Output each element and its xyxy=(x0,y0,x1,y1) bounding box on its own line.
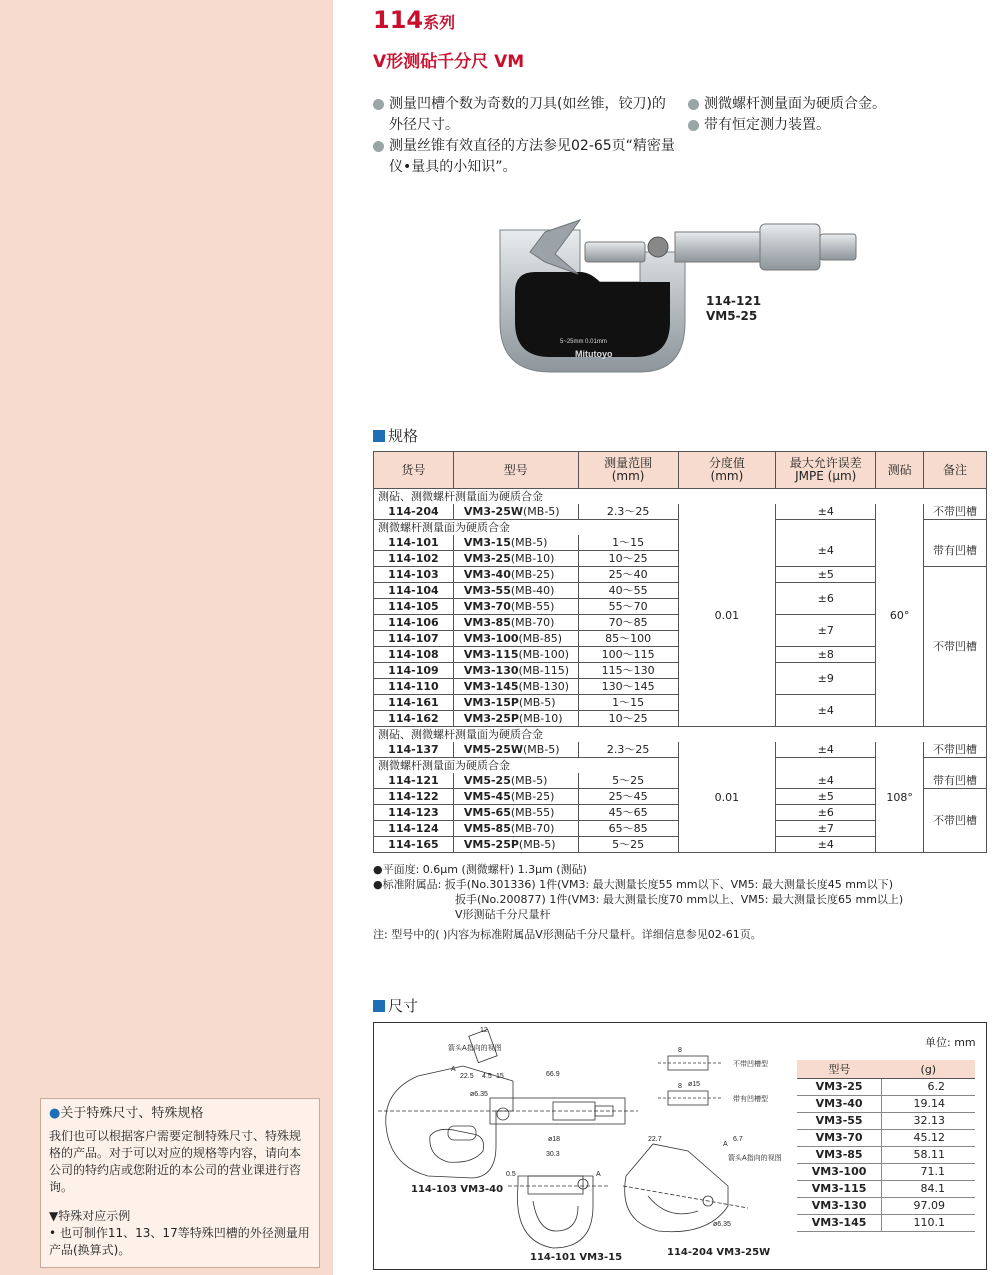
table-cell: VM5-25P(MB-5) xyxy=(453,837,578,853)
table-header xyxy=(797,1060,975,1079)
table-cell: 71.1 xyxy=(882,1164,975,1181)
table-cell: 2.3～25 xyxy=(578,742,678,758)
spec-table xyxy=(373,451,987,853)
table-cell: 114-103 xyxy=(374,567,454,583)
table-cell: 114-137 xyxy=(374,742,454,758)
micrometer-photo xyxy=(490,212,870,382)
table-cell: VM5-25W(MB-5) xyxy=(453,742,578,758)
feature-item: 测微螺杆测量面为硬质合金。 xyxy=(688,94,978,115)
square-icon xyxy=(373,430,385,442)
table-cell: VM3-70(MB-55) xyxy=(453,599,578,615)
table-cell: 130～145 xyxy=(578,679,678,695)
table-cell: 测微螺杆测量面为硬质合金 xyxy=(374,520,679,536)
table-cell: 测微螺杆测量面为硬质合金 xyxy=(374,758,679,774)
drawing-caption: 114-103 VM3-40 xyxy=(411,1184,504,1195)
table-row xyxy=(374,504,987,520)
table-cell: 0.01 xyxy=(678,742,776,853)
series-title: 114系列 xyxy=(373,6,456,34)
table-cell: ±5 xyxy=(776,789,876,805)
table-cell: 114-124 xyxy=(374,821,454,837)
table-cell: 不带凹槽 xyxy=(924,789,987,853)
drawing-label: 8 xyxy=(678,1083,682,1090)
table-cell: 97.09 xyxy=(882,1198,975,1215)
page-subtitle: V形测砧千分尺 VM xyxy=(373,52,525,72)
table-cell: 58.11 xyxy=(882,1147,975,1164)
table-cell xyxy=(924,520,987,536)
table-cell: 10～25 xyxy=(578,551,678,567)
table-row xyxy=(797,1130,975,1147)
spec-notes: ●平面度: 0.6µm (测微螺杆) 1.3µm (测砧) ●标准附属品: 扳手(No.301336) 1件(VM3: 最大测量长度55 mm以下、VM5: 最大测量长度45 mm以下) 扳手(No.200877) 1件(VM3: 最大测量长度70 mm以上、VM5: 最大测量长度65 mm以上) V形测砧千分尺量杆 注: 型号中的( )内容为标准附属品V形测砧千分尺量杆。详细信息参见02-61页。 xyxy=(373,863,904,941)
table-cell: ±5 xyxy=(776,567,876,583)
drawing-caption: 114-204 VM3-25W xyxy=(667,1247,771,1258)
unit-label: 单位: mm xyxy=(925,1036,976,1049)
table-cell: 10～25 xyxy=(578,711,678,727)
table-cell: VM3-145(MB-130) xyxy=(453,679,578,695)
drawing-label: ø18 xyxy=(548,1136,561,1143)
table-cell: ±6 xyxy=(776,805,876,821)
table-cell: ±4 xyxy=(776,837,876,853)
table-cell: 不带凹槽 xyxy=(924,742,987,758)
table-cell: 型号 xyxy=(453,452,578,489)
table-cell: 114-123 xyxy=(374,805,454,821)
drawing-label: ø6.35 xyxy=(713,1221,731,1228)
drawing-label: 0.5 xyxy=(506,1171,516,1178)
table-cell xyxy=(876,489,924,505)
special-size-box xyxy=(40,1098,320,1268)
drawing-label: A xyxy=(723,1141,728,1148)
table-cell: 45～65 xyxy=(578,805,678,821)
table-cell: 测砧、测微螺杆测量面为硬质合金 xyxy=(374,489,679,505)
table-cell: 115～130 xyxy=(578,663,678,679)
table-cell: 114-101 xyxy=(374,535,454,551)
table-cell: VM5-85(MB-70) xyxy=(453,821,578,837)
table-cell: 带有凹槽 xyxy=(924,535,987,567)
table-cell: ±4 xyxy=(776,535,876,567)
table-cell: VM3-145 xyxy=(797,1215,882,1232)
table-cell: ±4 xyxy=(776,742,876,758)
table-cell: 1～15 xyxy=(578,695,678,711)
table-cell xyxy=(776,489,876,505)
drawing-label: 4.5 xyxy=(482,1073,492,1080)
table-cell: ±7 xyxy=(776,615,876,647)
table-cell: 114-107 xyxy=(374,631,454,647)
table-cell: VM3-100(MB-85) xyxy=(453,631,578,647)
drawing-label: 8 xyxy=(678,1047,682,1054)
table-cell: 不带凹槽 xyxy=(924,567,987,727)
drawing-label: 22.5 xyxy=(460,1073,474,1080)
table-cell: 5～25 xyxy=(578,837,678,853)
table-cell xyxy=(924,727,987,743)
table-cell: 65～85 xyxy=(578,821,678,837)
table-cell: 114-104 xyxy=(374,583,454,599)
drawing-label: ø6.35 xyxy=(470,1091,488,1098)
table-cell xyxy=(678,727,776,743)
drawing-label: 带有凹槽型 xyxy=(733,1096,768,1103)
table-row xyxy=(797,1198,975,1215)
table-cell: 110.1 xyxy=(882,1215,975,1232)
spec-section-title: 规格 xyxy=(373,425,418,446)
table-cell: 测砧 xyxy=(876,452,924,489)
table-row xyxy=(797,1096,975,1113)
drawing-label: ø15 xyxy=(688,1081,701,1088)
table-cell: ±9 xyxy=(776,663,876,695)
table-cell: 114-105 xyxy=(374,599,454,615)
table-cell: 备注 xyxy=(924,452,987,489)
table-cell xyxy=(924,758,987,774)
drawing-label: 22.7 xyxy=(648,1136,662,1143)
table-cell: VM3-115 xyxy=(797,1181,882,1198)
table-row xyxy=(797,1181,975,1198)
table-row xyxy=(797,1079,975,1096)
table-cell: 5～25 xyxy=(578,773,678,789)
table-cell: 114-106 xyxy=(374,615,454,631)
table-cell: 2.3～25 xyxy=(578,504,678,520)
table-cell: 114-110 xyxy=(374,679,454,695)
example-title: ▼特殊对应示例 xyxy=(49,1209,131,1223)
table-cell xyxy=(678,489,776,505)
table-cell: 70～85 xyxy=(578,615,678,631)
drawing-label: A xyxy=(451,1066,456,1073)
table-cell: 114-204 xyxy=(374,504,454,520)
table-cell: VM3-85(MB-70) xyxy=(453,615,578,631)
table-cell: VM3-70 xyxy=(797,1130,882,1147)
table-cell: VM3-115(MB-100) xyxy=(453,647,578,663)
table-cell: 60° xyxy=(876,504,924,727)
table-cell: 不带凹槽 xyxy=(924,504,987,520)
table-cell: VM3-25W(MB-5) xyxy=(453,504,578,520)
table-cell: VM5-25(MB-5) xyxy=(453,773,578,789)
table-cell: VM3-130(MB-115) xyxy=(453,663,578,679)
table-cell xyxy=(776,520,876,536)
table-header xyxy=(374,452,987,489)
table-cell: VM3-25P(MB-10) xyxy=(453,711,578,727)
dimension-drawings xyxy=(378,1026,788,1266)
table-cell: 114-165 xyxy=(374,837,454,853)
table-cell: 84.1 xyxy=(882,1181,975,1198)
table-row xyxy=(374,742,987,758)
table-cell: 25～45 xyxy=(578,789,678,805)
square-icon xyxy=(373,1000,385,1012)
drawing-label: 箭头A指向的视图 xyxy=(728,1155,782,1162)
sidebar xyxy=(0,0,333,1275)
table-cell: 0.01 xyxy=(678,504,776,727)
table-cell: 测砧、测微螺杆测量面为硬质合金 xyxy=(374,727,679,743)
table-cell: VM3-15P(MB-5) xyxy=(453,695,578,711)
table-cell: 型号 xyxy=(797,1060,882,1079)
features-left xyxy=(373,94,678,178)
table-cell xyxy=(876,727,924,743)
table-cell: 25～40 xyxy=(578,567,678,583)
table-cell: VM3-85 xyxy=(797,1147,882,1164)
drawing-label: 15 xyxy=(496,1073,504,1080)
table-cell: VM5-45(MB-25) xyxy=(453,789,578,805)
drawing-label: 不带凹槽型 xyxy=(733,1061,768,1068)
drawing-label: 6.7 xyxy=(733,1136,743,1143)
table-row xyxy=(797,1215,975,1232)
table-cell: ±4 xyxy=(776,695,876,727)
drawing-label: 12 xyxy=(480,1027,488,1034)
table-cell: 114-109 xyxy=(374,663,454,679)
drawing-label: A xyxy=(596,1171,601,1178)
table-row xyxy=(797,1164,975,1181)
table-cell: VM3-40 xyxy=(797,1096,882,1113)
photo-dial-text: 5~25mm 0.01mm xyxy=(560,339,607,345)
table-cell: 45.12 xyxy=(882,1130,975,1147)
table-cell: 114-108 xyxy=(374,647,454,663)
table-cell: ±4 xyxy=(776,773,876,789)
table-cell: VM3-130 xyxy=(797,1198,882,1215)
table-cell: 108° xyxy=(876,742,924,853)
table-cell xyxy=(776,727,876,743)
table-cell: VM3-55(MB-40) xyxy=(453,583,578,599)
feature-item: 测量凹槽个数为奇数的刀具(如丝锥，铰刀)的外径尺寸。 xyxy=(373,94,678,136)
drawing-label: 30.3 xyxy=(546,1151,560,1158)
table-cell: 货号 xyxy=(374,452,454,489)
table-cell: 6.2 xyxy=(882,1079,975,1096)
drawing-label: 66.9 xyxy=(546,1071,560,1078)
dims-section-title: 尺寸 xyxy=(373,995,418,1016)
table-cell xyxy=(924,489,987,505)
table-cell: 最大允许误差 JMPE (µm) xyxy=(776,452,876,489)
drawing-label: 箭头A指向的视图 xyxy=(448,1045,502,1052)
table-cell: VM3-25 xyxy=(797,1079,882,1096)
table-cell: 带有凹槽 xyxy=(924,773,987,789)
table-cell: 55～70 xyxy=(578,599,678,615)
table-cell: ±4 xyxy=(776,504,876,520)
feature-item: 带有恒定测力装置。 xyxy=(688,115,978,136)
table-cell: 32.13 xyxy=(882,1113,975,1130)
table-cell: ±6 xyxy=(776,583,876,615)
features-right xyxy=(688,94,978,136)
table-cell: 40～55 xyxy=(578,583,678,599)
table-cell: 1～15 xyxy=(578,535,678,551)
table-cell: 114-162 xyxy=(374,711,454,727)
table-cell: 分度值 (mm) xyxy=(678,452,776,489)
table-cell: ±7 xyxy=(776,821,876,837)
feature-item: 测量丝锥有效直径的方法参见02-65页“精密量仪•量具的小知识”。 xyxy=(373,136,678,178)
table-cell: VM3-40(MB-25) xyxy=(453,567,578,583)
group-row xyxy=(374,727,987,743)
table-cell: (g) xyxy=(882,1060,975,1079)
table-cell: 114-122 xyxy=(374,789,454,805)
photo-brand-logo: Mitutoyo xyxy=(575,349,613,359)
table-cell: 114-102 xyxy=(374,551,454,567)
group-row xyxy=(374,489,987,505)
table-cell: 100～115 xyxy=(578,647,678,663)
table-cell: VM3-25(MB-10) xyxy=(453,551,578,567)
table-cell xyxy=(776,758,876,774)
table-cell: 85～100 xyxy=(578,631,678,647)
table-cell: 114-121 xyxy=(374,773,454,789)
table-cell: 114-161 xyxy=(374,695,454,711)
table-row xyxy=(797,1113,975,1130)
table-cell: VM3-15(MB-5) xyxy=(453,535,578,551)
example-text: • 也可制作11、13、17等特殊凹槽的外径测量用产品(换算式)。 xyxy=(49,1226,310,1257)
table-cell: VM5-65(MB-55) xyxy=(453,805,578,821)
table-cell: 测量范围 (mm) xyxy=(578,452,678,489)
table-cell: ±8 xyxy=(776,647,876,663)
drawing-caption: 114-101 VM3-15 xyxy=(530,1252,623,1263)
box-title: 关于特殊尺寸、特殊规格 xyxy=(60,1106,204,1121)
table-cell: VM3-100 xyxy=(797,1164,882,1181)
mass-table xyxy=(797,1060,975,1232)
table-cell: 19.14 xyxy=(882,1096,975,1113)
bullet-icon: ● xyxy=(49,1106,61,1121)
box-text: 我们也可以根据客户需要定制特殊尺寸、特殊规格的产品。对于可以对应的规格等内容，请向本公司的特约店或您附近的本公司的营业课进行咨询。 xyxy=(49,1129,302,1194)
photo-caption: 114-121 VM5-25 xyxy=(706,294,762,323)
table-cell: VM3-55 xyxy=(797,1113,882,1130)
table-row xyxy=(797,1147,975,1164)
